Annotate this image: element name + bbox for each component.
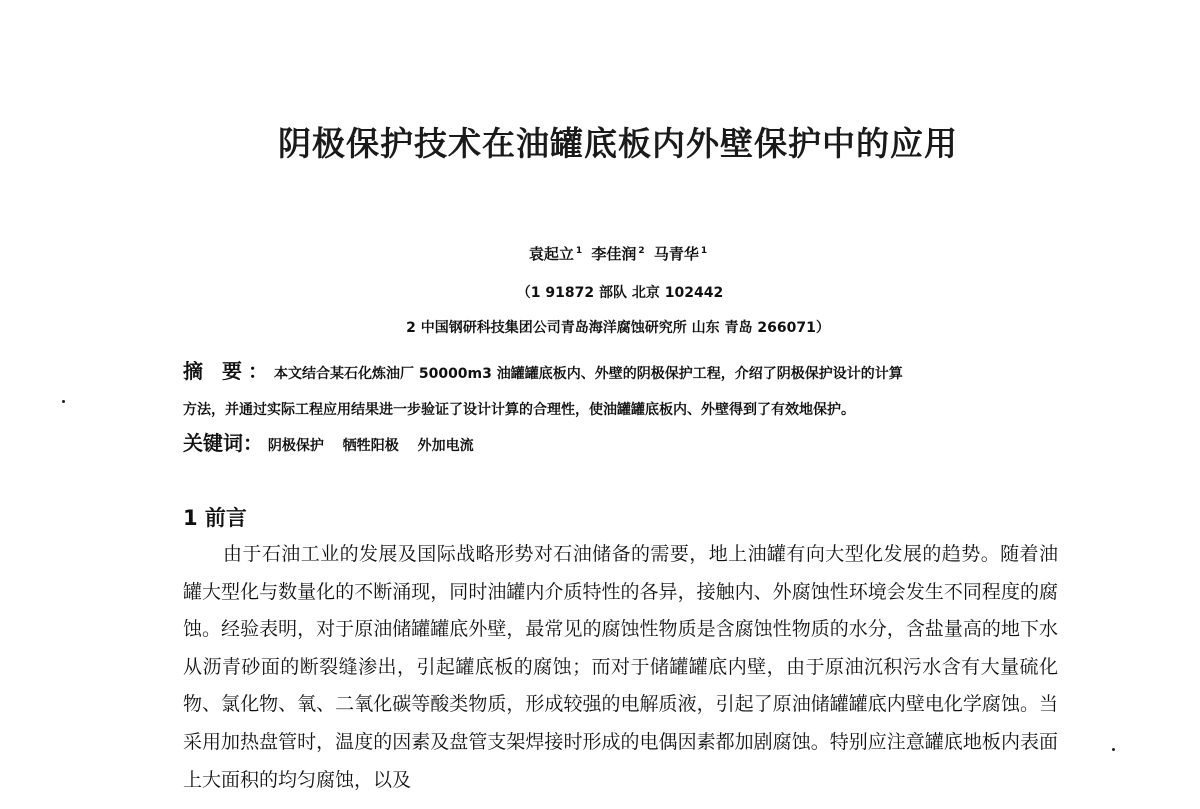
paper-title: 阴极保护技术在油罐底板内外壁保护中的应用 (278, 124, 958, 163)
keyword: 牺牲阳极 (342, 438, 399, 454)
affiliation-2: 2 中国钢研科技集团公司青岛海洋腐蚀研究所 山东 青岛 266071） (406, 320, 830, 336)
author-name: 李佳润 (591, 245, 637, 263)
keyword: 阴极保护 (267, 438, 324, 454)
section-heading: 1 前言 (183, 506, 247, 530)
author-list (0, 243, 1200, 264)
author-affiliation-mark: 1 (700, 246, 708, 256)
affiliation-1: （1 91872 部队 北京 102442 (516, 285, 724, 301)
keywords (183, 427, 1063, 456)
author-name: 袁起立 (528, 245, 574, 263)
scan-speck (62, 400, 65, 403)
abstract-line-2: 方法，并通过实际工程应用结果进一步验证了设计计算的合理性，使油罐罐底板内、外壁得到了有效地保护。 (183, 402, 855, 418)
abstract-label: 摘 要： (183, 359, 274, 383)
abstract (183, 354, 1063, 427)
scan-speck (1112, 748, 1115, 751)
abstract-line-1: 本文结合某石化炼油厂 50000m3 油罐罐底板内、外壁的阴极保护工程，介绍了阴极保护设计的计算 (273, 366, 903, 382)
author-affiliation-mark: 1 (575, 246, 583, 256)
keyword: 外加电流 (417, 438, 474, 454)
body-paragraph: 由于石油工业的发展及国际战略形势对石油储备的需要，地上油罐有向大型化发展的趋势。随着油罐大型化与数量化的不断涌现，同时油罐内介质特性的各异，接触内、外腐蚀性环境会发生不同程度的腐蚀。经验表明，对于原油储罐罐底外壁，最常见的腐蚀性物质是含腐蚀性物质的水分，含盐量高的地下水从沥青砂面的断裂缝渗出，引起罐底板的腐蚀；而对于储罐罐底内壁，由于原油沉积污水含有大量硫化物、氯化物、氧、二氧化碳等酸类物质，形成较强的电解质液，引起了原油储罐罐底内壁电化学腐蚀。当采用加热盘管时，温度的因素及盘管支架焊接时形成的电偶因素都加剧腐蚀。特别应注意罐底地板内表面上大面积的均匀腐蚀，以及 (183, 543, 1058, 791)
keywords-label: 关键词： (183, 431, 263, 455)
author-affiliation-mark: 2 (638, 246, 645, 256)
author-name: 马青华 (653, 245, 699, 263)
